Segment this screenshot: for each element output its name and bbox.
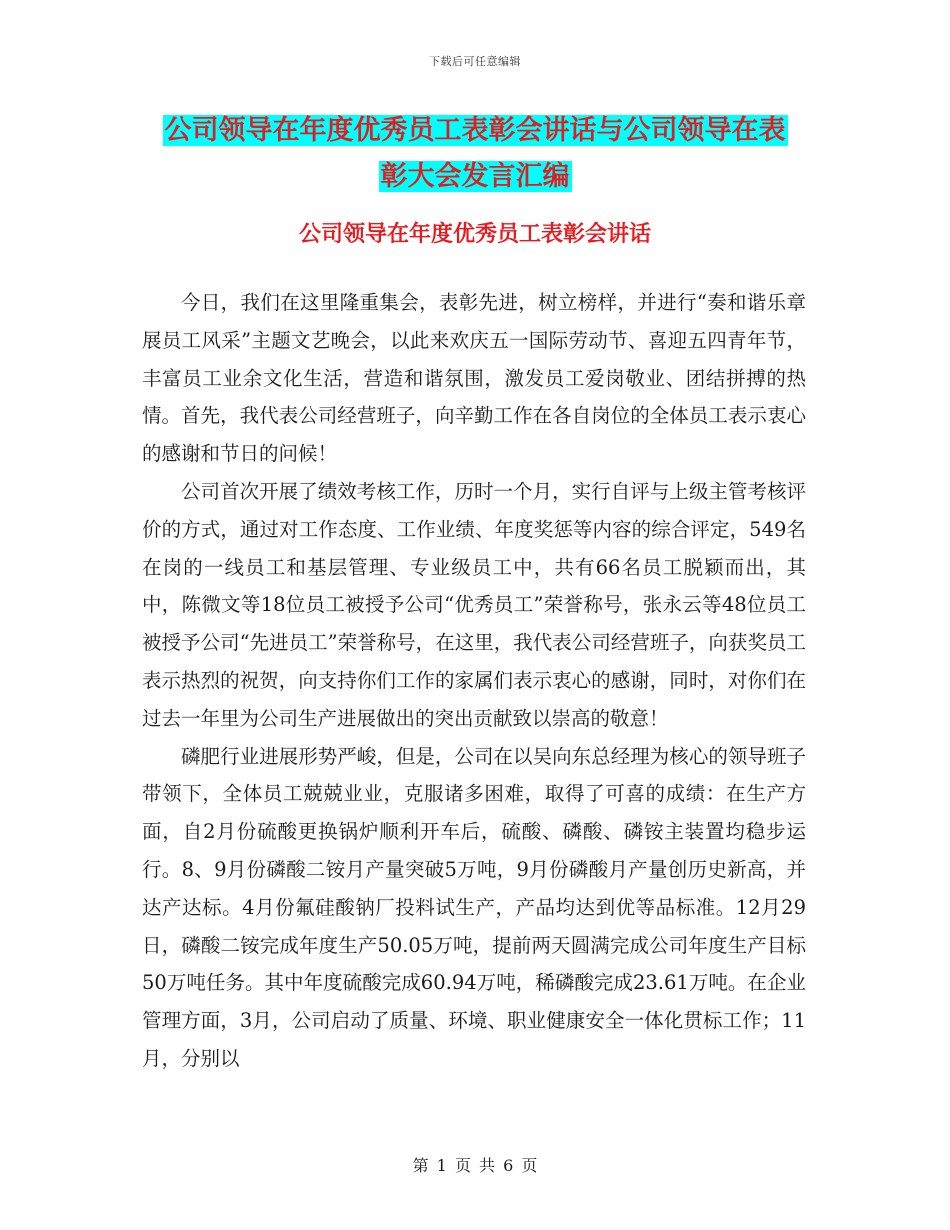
paragraph-3: 磷肥行业进展形势严峻，但是，公司在以吴向东总经理为核心的领导班子带领下，全体员工兢兢业业，克服诸多困难，取得了可喜的成绩：在生产方面，自2月份硫酸更换锅炉顺利开车后，硫酸、磷酸、磷铵主装置均稳步运行。8、9月份磷酸二铵月产量突破5万吨，9月份磷酸月产量创历史新高，并达产达标。4月份氟硅酸钠厂投料试生产，产品均达到优等品标准。12月29日，磷酸二铵完成年度生产50.05万吨，提前两天圆满完成公司年度生产目标50万吨任务。其中年度硫酸完成60.94万吨，稀磷酸完成23.61万吨。在企业管理方面，3月，公司启动了质量、环境、职业健康安全一体化贯标工作；11月，分别以	[142, 744, 806, 1070]
document-title-line-1: 公司领导在年度优秀员工表彰会讲话与公司领导在表	[164, 115, 786, 146]
page-number: 第 1 页 共 6 页	[412, 1156, 538, 1175]
section-title: 公司领导在年度优秀员工表彰会讲话	[298, 222, 651, 247]
document-title	[0, 108, 950, 200]
document-title-line-2: 彰大会发言汇编	[380, 161, 570, 192]
paragraph-2: 公司首次开展了绩效考核工作，历时一个月，实行自评与上级主管考核评价的方式，通过对工作态度、工作业绩、年度奖惩等内容的综合评定，549名在岗的一线员工和基层管理、专业级员工中，共有66名员工脱颖而出，其中，陈微文等18位员工被授予公司“优秀员工”荣誉称号，张永云等48位员工被授予公司“先进员工”荣誉称号，在这里，我代表公司经营班子，向获奖员工表示热烈的祝贺，向支持你们工作的家属们表示衷心的感谢，同时，对你们在过去一年里为公司生产进展做出的突出贡献致以崇高的敬意！	[142, 479, 806, 730]
paragraph-1: 今日，我们在这里隆重集会，表彰先进，树立榜样，并进行“奏和谐乐章展员工风采”主题文艺晚会，以此来欢庆五一国际劳动节、喜迎五四青年节，丰富员工业余文化生活，营造和谐氛围，激发员工爱岗敬业、团结拼搏的热情。首先，我代表公司经营班子，向辛勤工作在各自岗位的全体员工表示衷心的感谢和节日的问候！	[142, 291, 806, 466]
body-text	[142, 284, 806, 1078]
page-header-note: 下载后可任意编辑	[429, 55, 521, 68]
